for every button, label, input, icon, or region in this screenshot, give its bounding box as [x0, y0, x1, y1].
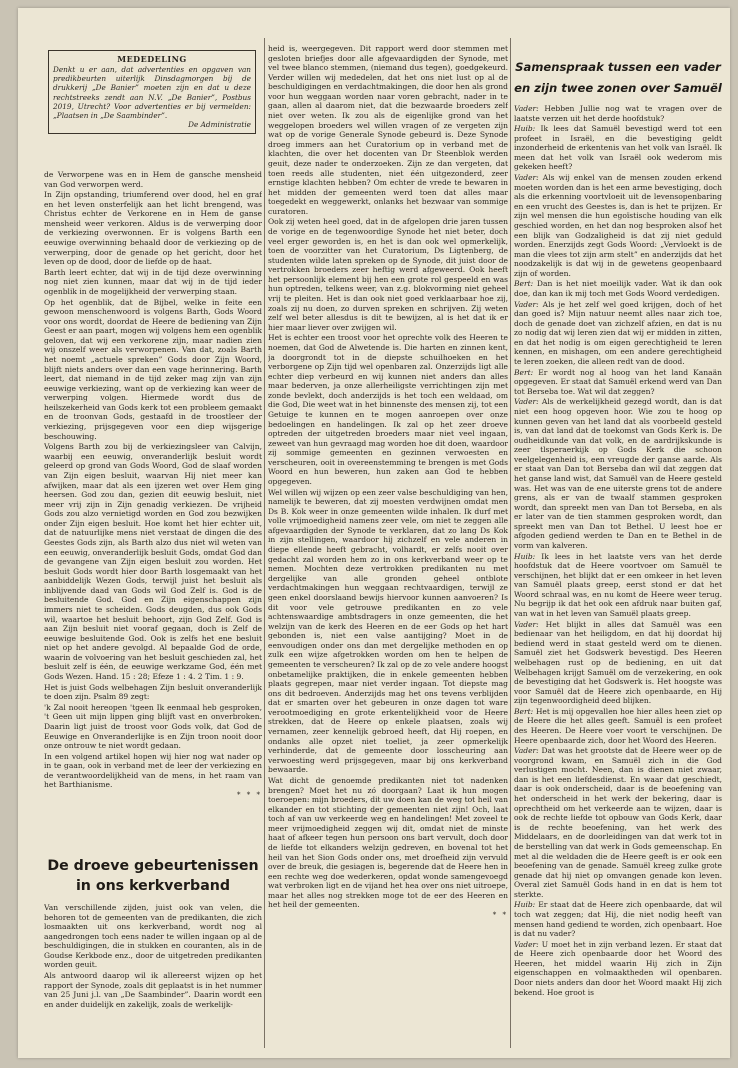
- col1-paragraph: Volgens Barth zou bij de verkiezingsleer van Calvijn, waarbij een eeuwig, onveranderlijk besluit wordt geleerd op grond van Gods Woord, God de slaaf worden van Zijn eigen besluit, waarvan Hij niet meer kan afwijken, maar dat als een ijzeren wet over Hem ging heersen. God zou dan, gezien dit eeuwig besluit, niet meer vrij zijn in Zijn genadig verkiezen. De vrijheid Gods zou alzo vernietigd worden en God zou bezwijken onder Zijn eigen besluit. Hoe komt het hier echter uit, dat de natuurlijke mens niet verstaat de dingen die des Geestes Gods zijn, als Barth alzo dus niet wil weten van een eeuwig, onveranderlijk besluit Gods, omdat God dan de gevangene van Zijn eigen besluit zou worden. Het besluit Gods wordt hier door Barth losgemaakt van het aanbiddelijk Wezen Gods, terwijl juist het besluit als inblijvende daad van Gods wil God Zelf is. God is de besluitende God. God en Zijn eigenschappen zijn immers niet te scheiden. Gods deugden, dus ook Gods wil, waartoe het besluit behoort, zijn God Zelf. God is aan Zijn besluit niet vooraf gegaan, doch is Zelf de eeuwige besluitende God. Ook is zelfs het ene besluit niet op het andere gevolgd. Al bepaalde God de orde, waarin de volvoering van het besluit geschieden zal, het besluit zelf is één, de eeuwige werkzame God, één met Gods Wezen. Hand. 15 : 28; Efeze 1 : 4. 2 Tim. 1 : 9.: [44, 442, 262, 682]
- dialogue-line: [514, 279, 722, 298]
- col2-paragraph: Het is echter een troost voor het oprechte volk des Heeren te noemen, dat God de Alwetende is. Die harten en zinnen kent, ja doorgrondt tot in de diepste schuilhoeken en het verborgene op Zijn tijd wel openbaren zal. Onzerzijds ligt alle echter diep verbeurd en wij kunnen niet anders dan alles maar bederven, ja onze allerheiligste verrichtingen zijn met zonde bevlekt, doch anderzijds is het toch een weldaad, om die God, Die weet wat in het binnenste des mensen zij, tot een Getuige te kunnen en te mogen aanroepen over onze bedoelingen en handelingen. Ik zal op het zeer droeve optreden der uitgetreden broeders maar niet veel ingaan, zeweet van hun gevraagd mag worden hoe dit doen, waardoor zij sommige gemeenten en gezinnen verwoesten en verscheuren, ooit in overeenstemming te brengen is met Gods Woord en hun beweren, hun zaken aan God te hebben opgegeven.: [268, 333, 508, 487]
- dialogue-speaker: Bert:: [514, 279, 534, 289]
- col2-paragraph: Wat dicht de genoemde predikanten niet tot nadenken brengen? Moet het nu zó doorgaan? Laat ik hun mogen toeroepen: mijn broeders, dit uw doen kan de weg tot heil van elkander en tot stichting der gemeenten niet zijn! Och, laat toch af van uw verkeerde weg en handelingen! Met zoveel te meer vrijmoedigheid zeggen wij dit, omdat niet de minste haat of afkeer tegen hun persoon ons bart vervult, doch door de liefde tot elkanders welzijn gedreven, en bovenal tot het heil van het Sion Gods onder ons, met droefheid zijn vervuld over de breuk, die gesiagen is, begerende dat de Heere hen in een rechte weg doe wederkeren, opdat wonde samengevoegd wat verbroken ligt en de vijand het hea over ons niet uitroepe, maar het alles nog strekken moge tot de eer des Heeren en het heil der gemeenten.: [268, 775, 508, 910]
- col1-paragraph: Het is juist Gods welbehagen Zijn besluit onveranderlijk te doen zijn. Psalm 89 zegt:: [44, 682, 262, 702]
- dialogue-text: Er staat dat de Heere zich openbaarde, dat wil toch wat zeggen; dat Hij, die niet nodig heeft van mensen hand gediend te worden, zich openbaart. Hoe is dat nu vader?: [514, 900, 722, 939]
- col1-paragraph: de Verworpene was en in Hem de gansche mensheid van God verworpen werd.: [44, 170, 262, 189]
- article-headline: De droeve gebeurtenissen in ons kerkverband: [47, 858, 259, 894]
- col1-paragraph: Van verschillende zijden, juist ook van velen, die behoren tot de gemeenten van de predikanten, die zich losmaakten uit ons kerkverband, wordt nog al aangedrongen toch eens nader te willen ingaan op al de beschuldigingen, die in stukken en couranten, als in de Goudse Kerkbode enz., door de uitgetreden predikanten worden geuit.: [44, 903, 262, 970]
- column-divider: [510, 38, 511, 1048]
- dialogue-text: Ik lees dat Samuël bevestigd werd tot een profeet in Israël, en die bevestiging geldt inzonderheid de erkentenis van het volk van Israël. Ik meen dat het volk van Israël ook wederom mis gekeken heeft?: [514, 124, 722, 172]
- dialogue-line: [514, 746, 722, 899]
- col1-paragraph: Op het ogenblik, dat de Bijbel, welke in feite een gewoon menschenwoord is volgens Barth, Gods Woord voor ons wordt, doordat de Heere de bediening van Zijn Geest er aan paart, mogen wij volgens hem een ogenblik geloven, dat wij een verkorene zijn, maar nadien zien wij onszelf weer als verworpenen. Van dat, zoals Barth het noemt „actuele spreken” Gods door Zijn Woord, blijft niets anders over dan een vage herinnering. Barth leert, dat niemand in de tijd zeker mag zijn van zijn eeuwige verkiezing, want op de verkiezing kan weer de verwerping volgen. Hiermede wordt dus de heilszekerheid van Gods kerk tot een probleem gemaakt en de troonvan Gods, gestaafd in de troostleer der verkiezing, prijsgegeven voor een diep wijsgerige beschouwing.: [44, 297, 262, 441]
- dialogue-speaker: Vader:: [514, 397, 539, 407]
- column-divider: [264, 38, 265, 1048]
- dialogue-line: [514, 397, 722, 550]
- dialogue-speaker: Bert:: [514, 706, 534, 716]
- dialogue-text: Het is mij opgevallen hoe hier alles heen ziet op de Heere die het alles geeft. Samuël is een profeet des Heeren. De Heere voer voort te verschijnen. De Heere openbaarde zich, door het Woord des Heeren.: [514, 706, 722, 745]
- col1-paragraph: 'k Zal nooit hereopen 'tgeen Ik eenmaal heb gesproken, 't Geen uit mijn lippen ging blijft vast en onverbroken. Daarin ligt juist de troost voor Gods volk, dat God de Eeuwige en Onveranderlijke is en Zijn troon nooit door onze ontrouw te niet wordt gedaan.: [44, 702, 262, 751]
- dialogue-text: Als wij enkel van de mensen zouden erkend moeten worden dan is het een arme bevestiging, doch als die erkenning voortvloeit uit de levensopenbaring en een vrucht des Geestes is, dan is het te prijzen. Er zijn wel mensen die hun egoïstische houding van elk geschied worden, en het dan nog besproken alsof het een blijk van Godzaligheid is dat zij niet geduld worden. Enerzijds zegt Gods Woord: „Vervloekt is de man die vlees tot zijn arm stelt” en anderzijds dat het noodzakelijk is dat wij in de gewetens geopenbaard zijn of worden.: [514, 173, 722, 278]
- notice-signature: De Administratie: [188, 120, 251, 130]
- dialogue-line: [514, 300, 722, 367]
- dialogue-line: [514, 552, 722, 619]
- notice-title: MEDEDELING: [117, 54, 187, 64]
- dialogue-text: Er wordt nog al hoog van het land Kanaän opgegeven. Er staat dat Samuël erkend werd van Dan tot Berseba toe. Wat wil dat zeggen?: [514, 367, 722, 396]
- column-2: [268, 44, 508, 1056]
- dialogue-speaker: Huib:: [514, 900, 536, 910]
- newspaper-page: [18, 8, 730, 1058]
- dialogue-line: [514, 368, 722, 397]
- dialogue-speaker: Vader:: [514, 939, 539, 949]
- column-1-upper: [44, 170, 262, 848]
- dialogue-speaker: Vader:: [514, 746, 539, 756]
- dialogue-speaker: Vader:: [514, 104, 539, 113]
- col1-paragraph: Als antwoord daarop wil ik allereerst wijzen op het rapport der Synode, zoals dit geplaatst is in het nummer van 25 Juni j.l. van „De Saambinder”. Daarin wordt een en ander duidelijk en zakelijk, zoals de werkelijk-: [44, 971, 262, 1009]
- col2-paragraph: Wel willen wij wijzen op een zeer valse beschuldiging van hen, namelijk te beweren, dat zij moesten verdwijnen omdat men Ds B. Kok weer in onze gemeenten wilde inhalen. Ik durf met volle vrijmoedigheid namens zeer vele, om niet te zeggen alle afgevaardigden der Synode te verklaren, dat zo lang Ds Kok in zijn stellingen, waardoor hij zichzelf en vele anderen in diepe ellende heeft gebracht, volhardt, er zelfs nooit over gedacht zal worden hem zo in ons kerkverband weer op te nemen. Mochten deze vertrokken predikanten nu met dergelijke van alle gronden geheel ontblote verdachtmakingen hun weggaan rechtvaardigen, terwijl ze geen enkel doorslaand bewijs hiervoor kunnen aanvoeren? Is dit voor vele getrouwe predikanten en zo vele achtenswaardige ambtsdragers in onze gemeenten, die het welzijn van de kerk des Heeren en de eer Gods op het hart gebonden is, niet een valse aantijging? Moet in de eenvoudigen onder ons dan met dergelijke methoden en op zulk een wijze afgetrokken worden om hen te helpen de gemeenten te verscheuren? Ik zal op de zo vele andere hoogst onbetamelijke praktijken, die in enkele gemeenten hebben plaats gegrepen, maar niet verder ingaan. Tot diepste mag ons dit bedroeven. Anderzijds mag het ons tevens verblijden dat er smarten over het gebeuren in onze dagen tot ware verootmoediging en grote erkentelijkheid voor de Heere strekken, dat de Heere op enkele plaatsen, zoals wij vernamen, zeer kennelijk gebroed heeft, dat Hij roepen, en ondanks alle opzet niet toeliet, ja zeer opmerkelijk verhinderde, dat de gemeente door losscheuring aan verwoesting werd prijsgegeven, maar bij ons kerkverband bewaarde.: [268, 487, 508, 775]
- dialogue-line: [514, 900, 722, 938]
- dialogue-text: Hebben Jullie nog wat te vragen over de laatste verzen uit het derde hoofdstuk?: [514, 104, 722, 123]
- dialogue-text: Als de werkelijkheid gezegd wordt, dan is dat niet een hoog opgeven hoor. Wie zou te hoog op kunnen geven van het land dat als voorbeeld gesteld is, van dat land dat de toekomst van Gods Kerk is. De oudheidkunde van dat volk, en de aardrijkskunde is zeer tlsperaerkijk op Gods Kerk die schoon veelgelegenheid is, een vreugde der ganse aarde. Als er staat van Dan tot Berseba dan wil dat zeggen dat het ganse land wist, dat Samuël van de Heere gesteld was. Het was van de ene uiterste grens tot de andere grens, als er van de twaalf stammen gesproken wordt, dan spreekt men van Dan tot Berseba, en als er later van de tien stammen gesproken wordt, dan spreekt men van Dan tot Bethel. U leest hoe er afgoden gediend werden te Dan en te Bethel in de vorm van kalveren.: [514, 397, 722, 551]
- column-3-dialogue: [514, 104, 722, 1056]
- dialogue-text: Dan is het niet moeilijk vader. Wat ik dan ook doe, dan kan ik mij toch met Gods Woord verdedigen.: [514, 279, 722, 298]
- section-stars: * *: [492, 911, 508, 920]
- col1-paragraph: Barth leert echter, dat wij in de tijd deze overwinning nog niet zien kunnen, maar dat wij in de tijd ieder ogenblik in de mogelijkheid der verwerping staan.: [44, 267, 262, 296]
- column-1-lower: [44, 903, 262, 1053]
- col1-paragraph: In Zijn opstanding, triumferend over dood, hel en graf en het leven onsterfelijk aan het licht brengend, was Christus echter de Verkorene en in Hem de ganse mensheid weer verkoren. Aldus is de verwerping door de verkiezing overwonnen. Er is volgens Barth een eeuwige overwinning behaald door de verkiezing op de verwerping, door de genade op het gericht, door het leven op de dood, door de liefde op de haat.: [44, 190, 262, 267]
- dialogue-text: Ik lees in het laatste vers van het derde hoofdstuk dat de Heere voortvoer om Samuël te verschijnen, het blijkt dat er een omkeer in het leven van Samuël plaats greep, eerst stond er dat het Woord schraal was, en nu komt de Heere weer terug. Nu begrijp ik dat het ook een afdruk naar buiten gaf, van wat in het leven van Samuël plaats greep.: [514, 551, 722, 619]
- dialogue-speaker: Vader:: [514, 619, 539, 629]
- dialogue-text: Als je het zelf wel goed krijgen, doch of het dan goed is? Mijn natuur neemt alles naar zich toe, doch de genade doet van zichzelf afzien, en dat is nu zo nodig dat wij leren zien dat wij er midden in zitten, en dat het nodig is om eigen gerechtigheid te leren kennen, en mishagen, om een andere gerechtigheid te leren zoeken, die alleen redt van de dood.: [514, 299, 722, 367]
- dialogue-speaker: Bert:: [514, 367, 534, 377]
- dialogue-text: Dat was het grootste dat de Heere weer op de voorgrond kwam, en Samuël zich in die God verlustigen mocht. Neen, dan is dienen niet zwaar, dan is het een liefdesdienst. En waar dat geschiedt, daar is ook onderscheid, daar is de beoefening van het onderscheid in het werk der bekering, daar is oprechtheid om het verkeerde aan te wijzen, daar is ook de rechte liefde tot opbouw van Gods Kerk, daar is de rechte beoefening, van het werk des Middelaars, en de doorleidingen van dat werk tot in de berstelling van dat werk in Gods gemeenschap. En met al die weldaden die de Heere geeft is er ook een beoefening van de genade. Samuël kreeg zulke grote genade dat hij niet op omvangen genade kon leven. Overal ziet Samuël Gods hand in en dat is hem tot sterkte.: [514, 746, 722, 899]
- col1-paragraph: In een volgend artikel hopen wij hier nog wat nader op in te gaan, ook in verband met de leer der verkiezing en de verantwoordelijkheid van de mens, in het raam van het Barthianisme.: [44, 751, 262, 790]
- col2-paragraph: Ook zij weten heel goed, dat in de afgelopen drie jaren tussen de vorige en de tegenwoordige Synode het niet beter, doch veel erger geworden is, en het is dan ook wel opmerkelijk, toen de voorzitter van het Curatorium, Ds Ligtenberg, de studenten wilde laten spreken op de Synode, dit juist door de vertrokken broeders zeer heftig werd afgeweerd. Ook heeft het persoonlijk element bij hen een grote rol gespeeld en was hun optreden, telkens weer, van z.g. blokvorming niet geheel vrij te pleiten. Het is dan ook niet goed verklaarbaar hoe zij, zoals zij nu doen, zo durven spreken en schrijven. Zij weten zelf wel beter allesdus is dit te bewijzen, al is het dat ik er hier maar liever over zwijgen wil.: [268, 217, 508, 332]
- dialogue-line: [514, 620, 722, 706]
- dialogue-speaker: Huib:: [514, 551, 536, 561]
- dialogue-line: [514, 104, 722, 123]
- dialogue-speaker: Vader:: [514, 299, 539, 309]
- col2-paragraph: heid is, weergegeven. Dit rapport werd door stemmen met gesloten briefjes door alle afgevaardigden der Synode, met vel twee blanco stemmen, (niemand dus tegen), goedgekeurd. Verder willen wij mededelen, dat het ons niet lust op al de beschuldigingen en verdachtmakingen, die door hen als grond voor hun weggaan worden naar voren gebracht, nader in te gaan, allen al daarom niet, dat die bezwaarde broeders zelf niet over weten. Ik zou als de eigenlijke grond van het weggelopen broeders wel willen vragen of ze vergeten zijn wat op de vorige Generale Synode gebeurd is. Deze Synode droeg immers aan het Curatorium op in verband met de klachten, die over het docenten van Dr Steenblok werden geuit, deze nader te onderzoeken. Zijn ze dan vergeten, dat toen reeds alle studenten, niet één uitgezonderd, zeer ernstige klachten hebben? Om echter de vrede te bewaren in het midden der gemeenten werd toen dat alles maar toegedekt en weggewerkt, onlanks het bezwaar van sommige curatoren.: [268, 44, 508, 216]
- dialogue-speaker: Huib:: [514, 124, 536, 134]
- dialogue-line: [514, 124, 722, 172]
- article-headline: Samenspraak tussen een vader en zijn twee zonen over Samuël: [514, 60, 722, 95]
- dialogue-line: [514, 173, 722, 278]
- dialogue-speaker: Vader:: [514, 173, 539, 183]
- dialogue-line: [514, 707, 722, 745]
- section-stars: * * *: [237, 791, 262, 799]
- notice-body: Denkt u er aan, dat advertenties en opgaven van predikbeurten uiterlijk Dinsdagmorgen bij de drukkerij „De Banier” moeten zijn en dat u deze rechtstreeks zendt aan N.V. „De Banier”, Postbus 2019, Utrecht? Voor advertenties er bij vermelden: „Plaatsen in „De Saambinder”.: [53, 65, 251, 121]
- dialogue-text: U moet het in zijn verband lezen. Er staat dat de Heere zich openbaarde door het Woord des Heeren, het middel waarin Hij zich in Zijn eigenschappen en volmaaktheden wil openbaren. Door niets anders dan door het Woord maakt Hij zich bekend. Hoe groot is: [514, 939, 722, 997]
- dialogue-text: Het blijkt in alles dat Samuël was een bedienaar van het heiligdom, en dat hij doordat hij bediend werd in staat gesteld werd om te dienen. Samuël ziet het Godswerk bevestigd. Des Heeren welbehagen rust op de bediening, en uit dat Welbehagen krijgt Samuël om de verzekering, en ook de bevestiging dat het Godswerk is. Het hoogste was voor Samuël dat de Heere zich openbaarde, en Hij zijn tegenwoordigheid deed blijken.: [514, 619, 722, 706]
- notice-box: [48, 50, 256, 134]
- dialogue-line: [514, 940, 722, 997]
